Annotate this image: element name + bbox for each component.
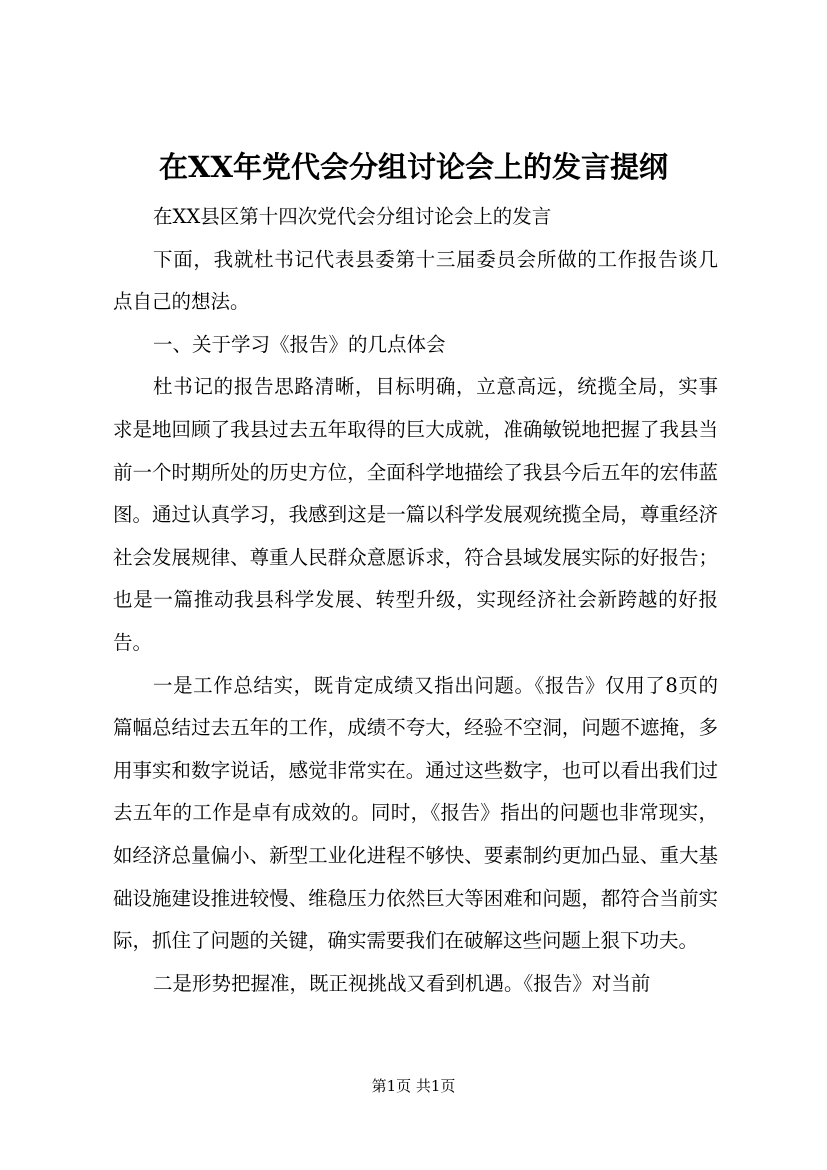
section-heading: 一、关于学习《报告》的几点体会 [153,332,446,356]
body-paragraph: 二是形势把握准，既正视挑战又看到机遇。《报告》对当前 [153,971,651,995]
document-title: 在XX年党代会分组讨论会上的发言提纲 [158,150,668,184]
body-paragraph: 一是工作总结实，既肯定成绩又指出问题。《报告》仅用了8页的篇幅总结过去五年的工作，成绩不夸大，经验不空洞，问题不遮掩，多用事实和数字说话，感觉非常实在。通过这些数字，也可以看出我们过去五年的工作是卓有成效的。同时，《报告》指出的问题也非常现实，如经济总量偏小、新型工业化进程不够快、要素制约更加凸显、重大基础设施建设推进较慢、维稳压力依然巨大等困难和问题，都符合当前实际，抓住了问题的关键，确实需要我们在破解这些问题上狠下功夫。 [113,673,718,953]
document-body [113,196,718,1005]
subtitle-paragraph: 在XX县区第十四次党代会分组讨论会上的发言 [153,205,552,228]
body-paragraph: 杜书记的报告思路清晰，目标明确，立意高远，统揽全局，实事求是地回顾了我县过去五年取得的巨大成就，准确敏锐地把握了我县当前一个时期所处的历史方位，全面科学地描绘了我县今后五年的宏伟蓝图。通过认真学习，我感到这是一篇以科学发展观统揽全局，尊重经济社会发展规律、尊重人民群众意愿诉求，符合县域发展实际的好报告；也是一篇推动我县科学发展、转型升级，实现经济社会新跨越的好报告。 [113,375,718,654]
page-footer: 第1页 共1页 [371,1077,456,1095]
intro-paragraph: 下面，我就杜书记代表县委第十三届委员会所做的工作报告谈几点自己的想法。 [113,247,718,314]
